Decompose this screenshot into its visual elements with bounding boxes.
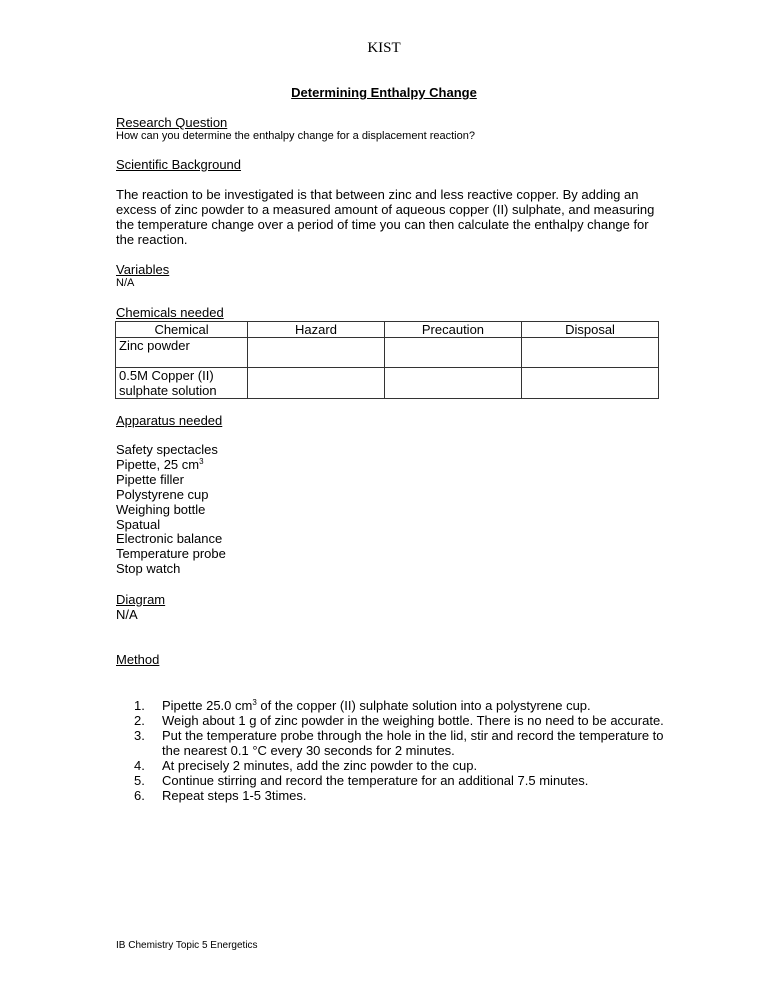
research-question-heading: Research Question — [116, 115, 228, 130]
step-number: 4. — [134, 758, 145, 773]
apparatus-heading: Apparatus needed — [116, 413, 223, 428]
apparatus-item: Temperature probe — [116, 546, 226, 562]
variables-text: N/A — [116, 277, 135, 289]
column-header-hazard: Hazard — [248, 322, 385, 338]
apparatus-list — [116, 443, 226, 577]
research-question-text: How can you determine the enthalpy change for a displacement reaction? — [116, 130, 475, 142]
step-text-pre: Pipette 25.0 cm — [162, 698, 253, 713]
cell-disposal[interactable] — [522, 368, 659, 399]
table-row — [116, 338, 659, 368]
method-step — [134, 758, 664, 773]
cell-chemical — [116, 368, 248, 399]
table-header-row — [116, 322, 659, 338]
diagram-text: N/A — [116, 607, 138, 622]
step-number: 6. — [134, 788, 145, 803]
scientific-background-heading: Scientific Background — [116, 157, 242, 172]
column-header-chemical: Chemical — [116, 322, 248, 338]
step-text: Put the temperature probe through the hole in the lid, stir and record the temperature to the nearest 0.1 °C every 30 seconds for 2 minutes. — [162, 728, 664, 758]
scientific-background-text: The reaction to be investigated is that between zinc and less reactive copper. By adding an excess of zinc powder to a measured amount of aqueous copper (II) sulphate, and measuring the temperature change over a period of time you can then calculate the enthalpy change for the reaction. — [116, 187, 655, 247]
table-row — [116, 368, 659, 399]
column-header-disposal: Disposal — [522, 322, 659, 338]
variables-heading: Variables — [116, 262, 170, 277]
page-footer: IB Chemistry Topic 5 Energetics — [116, 940, 258, 951]
method-step — [134, 788, 664, 803]
method-step — [134, 728, 664, 758]
method-heading: Method — [116, 652, 160, 667]
apparatus-item: Stop watch — [116, 561, 181, 577]
step-text: At precisely 2 minutes, add the zinc powder to the cup. — [162, 758, 478, 773]
cell-chemical: Zinc powder — [116, 338, 248, 368]
step-text: Weigh about 1 g of zinc powder in the weighing bottle. There is no need to be accurate. — [162, 713, 664, 728]
apparatus-item-text: Pipette, 25 cm — [116, 456, 200, 472]
cell-chemical-line2: sulphate solution — [119, 383, 217, 398]
apparatus-item — [116, 458, 226, 473]
step-number: 3. — [134, 728, 145, 743]
superscript-three: 3 — [252, 698, 257, 707]
step-text-post: of the copper (II) sulphate solution into a polystyrene cup. — [256, 698, 591, 713]
diagram-heading: Diagram — [116, 592, 166, 607]
page-header-org: KIST — [367, 40, 401, 56]
step-number: 5. — [134, 773, 145, 788]
apparatus-item: Electronic balance — [116, 531, 223, 547]
cell-precaution[interactable] — [384, 338, 521, 368]
cell-chemical-line1: 0.5M Copper (II) — [119, 368, 214, 383]
apparatus-item: Weighing bottle — [116, 501, 206, 517]
cell-hazard[interactable] — [248, 338, 385, 368]
apparatus-item: Pipette filler — [116, 471, 184, 487]
step-text: Continue stirring and record the temperature for an additional 7.5 minutes. — [162, 773, 589, 788]
method-step — [134, 698, 664, 713]
document-title: Determining Enthalpy Change — [291, 85, 477, 100]
method-step — [134, 773, 664, 788]
method-steps-list — [134, 698, 664, 803]
apparatus-item: Spatual — [116, 516, 161, 532]
method-step — [134, 713, 664, 728]
chemicals-heading: Chemicals needed — [116, 305, 224, 320]
superscript-three: 3 — [199, 456, 204, 466]
column-header-precaution: Precaution — [384, 322, 521, 338]
apparatus-item: Safety spectacles — [116, 442, 218, 457]
cell-hazard[interactable] — [248, 368, 385, 399]
apparatus-item: Polystyrene cup — [116, 486, 209, 502]
step-number: 2. — [134, 713, 145, 728]
cell-precaution[interactable] — [384, 368, 521, 399]
cell-disposal[interactable] — [522, 338, 659, 368]
chemicals-table — [115, 321, 659, 399]
step-text: Repeat steps 1-5 3times. — [162, 788, 307, 803]
step-number: 1. — [134, 698, 145, 713]
